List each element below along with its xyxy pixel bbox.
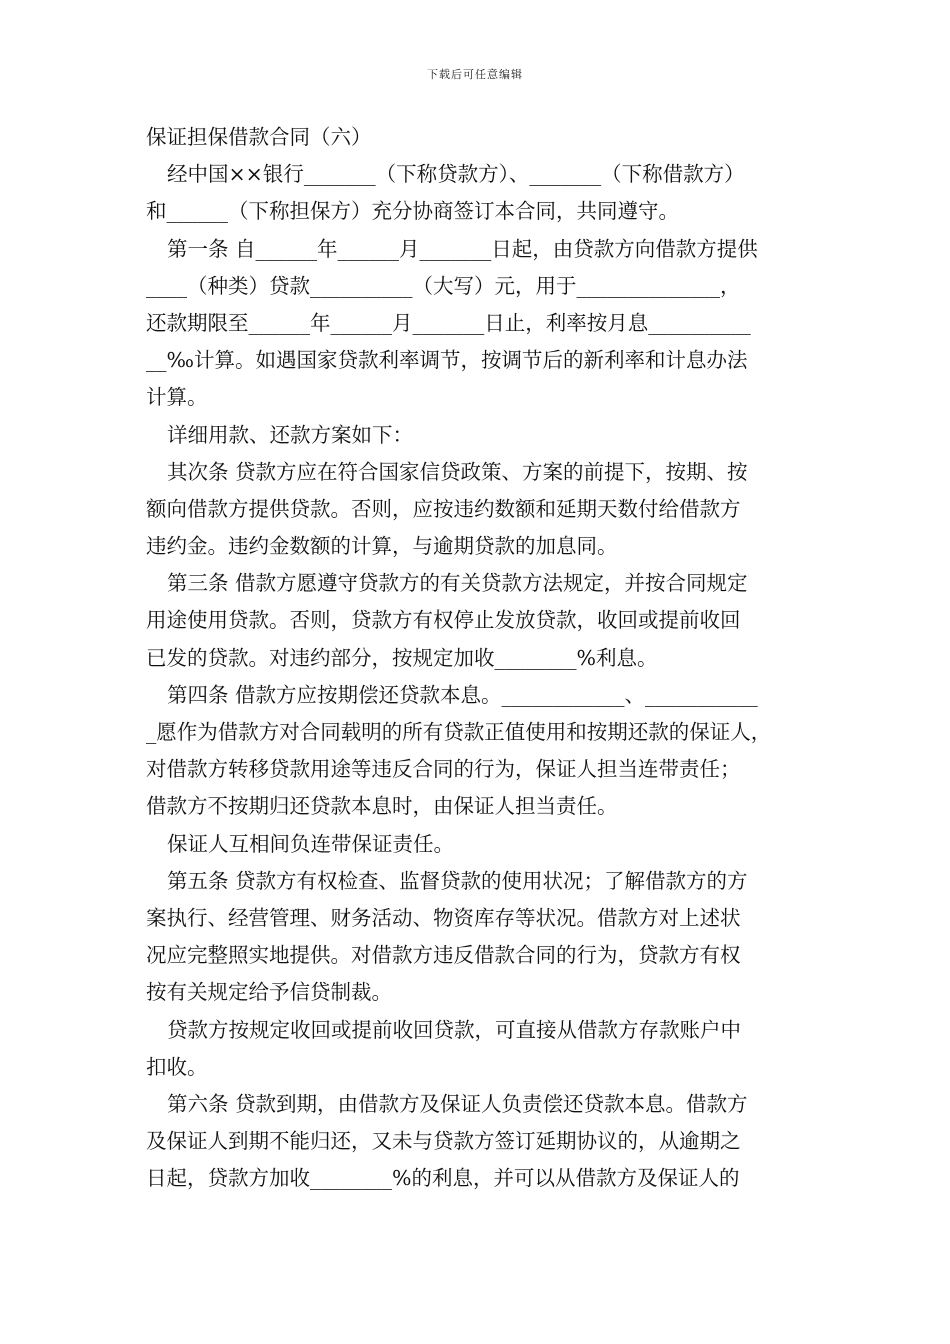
text-line: 其次条 贷款方应在符合国家信贷政策、方案的前提下，按期、按: [167, 459, 748, 484]
text-line: 详细用款、还款方案如下：: [167, 422, 413, 447]
text-line: 对借款方转移贷款用途等违反合同的行为，保证人担当连带责任；: [146, 757, 741, 782]
text-line: 借款方不按期归还贷款本息时，由保证人担当责任。: [146, 794, 618, 819]
text-line: 第六条 贷款到期，由借款方及保证人负责偿还贷款本息。借款方: [167, 1091, 748, 1116]
text-line: 保证人互相间负连带保证责任。: [167, 831, 454, 856]
text-line: 况应完整照实地提供。对借款方违反借款合同的行为，贷款方有权: [146, 943, 741, 968]
text-line: _愿作为借款方对合同载明的所有贷款正值使用和按期还款的保证人，: [146, 720, 772, 744]
text-line: 违约金。违约金数额的计算，与逾期贷款的加息同。: [146, 534, 618, 559]
text-line: 额向借款方提供贷款。否则，应按违约数额和延期天数付给借款方: [146, 496, 741, 521]
text-line: 第三条 借款方愿遵守贷款方的有关贷款方法规定，并按合同规定: [167, 571, 748, 596]
contract-body: [146, 119, 822, 1197]
text-line: 第一条 自______年______月_______日起，由贷款方向借款方提供: [167, 236, 758, 261]
text-line: 还款期限至______年______月_______日止，利率按月息__________: [146, 310, 751, 335]
text-line: 按有关规定给予信贷制裁。: [146, 980, 392, 1005]
text-line: 已发的贷款。对违约部分，按规定加收________%利息。: [146, 645, 658, 670]
text-line: 计算。: [146, 385, 208, 410]
text-line: ____（种类）贷款__________（大写）元，用于______________，: [146, 273, 741, 298]
text-line: 扣收。: [146, 1054, 208, 1079]
page-header: 下载后可任意编辑: [427, 68, 523, 81]
document-title: 保证担保借款合同（六）: [146, 125, 372, 149]
text-line: 及保证人到期不能归还，又未与贷款方签订延期协议的，从逾期之: [146, 1129, 741, 1154]
text-line: 案执行、经营管理、财务活动、物资库存等状况。借款方对上述状: [146, 905, 741, 930]
text-line: __‰计算。如遇国家贷款利率调节，按调节后的新利率和计息办法: [146, 348, 748, 373]
text-line: 和______（下称担保方）充分协商签订本合同，共同遵守。: [146, 199, 679, 224]
text-line: 经中国××银行_______（下称贷款方）、_______（下称借款方）: [167, 162, 745, 187]
text-line: 日起，贷款方加收________%的利息，并可以从借款方及保证人的: [146, 1166, 740, 1191]
text-line: 第四条 借款方应按期偿还贷款本息。____________、___________: [167, 682, 758, 707]
text-line: 用途使用贷款。否则，贷款方有权停止发放贷款，收回或提前收回: [146, 608, 741, 633]
text-line: 第五条 贷款方有权检查、监督贷款的使用状况；了解借款方的方: [167, 868, 748, 893]
text-line: 贷款方按规定收回或提前收回贷款，可直接从借款方存款账户中: [167, 1017, 741, 1042]
